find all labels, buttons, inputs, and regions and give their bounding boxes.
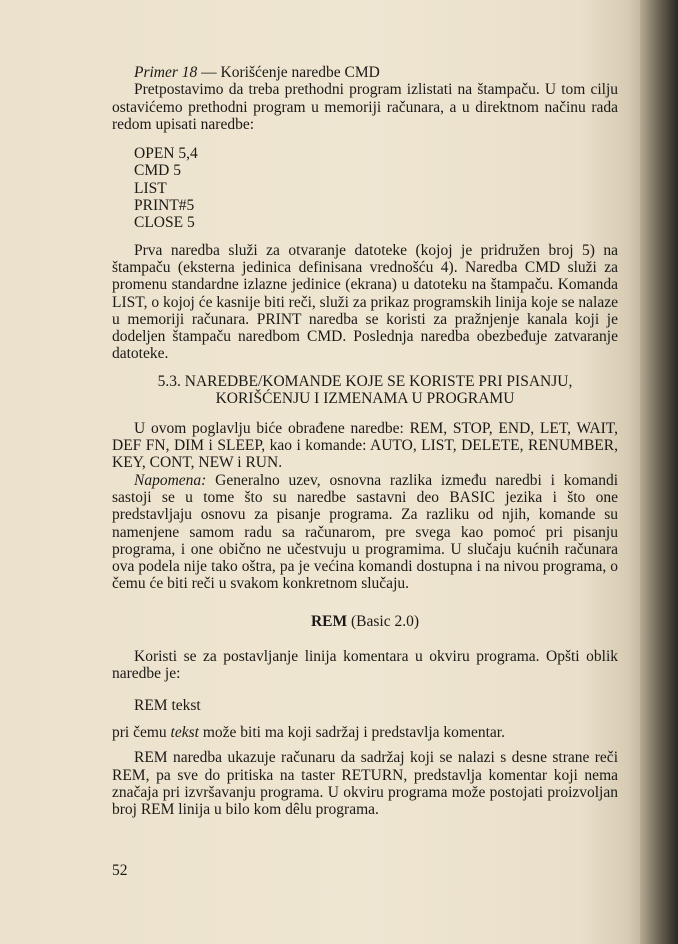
section-intro-paragraph: U ovom poglavlju biće obrađene naredbe: REM, STOP, END, LET, WAIT, DEF FN, DIM i SLEEP, kao i komande: AUTO, LIST, DELETE, RENUMBER, KEY, CONT, NEW i RUN. [112, 419, 618, 472]
code-line: CMD 5 [134, 162, 181, 180]
example-label: Primer 18 [134, 64, 198, 81]
rem-heading-name: REM [310, 612, 348, 630]
note-text: Generalno uzev, osnovna razlika između naredbi i komandi sastoji se u tome što su naredbe sastavni deo BASIC jezika i što one predstavljaju osnovu za pisanje programa. Za razliku od njih, komande su namenjene samom radu sa računarom, pre svega kao pomoć pri pisanju programa, i one obično ne učestvuju u programima. U slučaju kućnih računara ova podela nije tako oštra, pa je većina komandi dostupna i na nivou programa, o čemu će biti reči u svakom konkretnom slučaju. [112, 471, 618, 593]
rem-where-post: može biti ma koji sadržaj i predstavlja komentar. [198, 723, 505, 741]
section-heading-line2: KORIŠĆENJU I IZMENAMA U PROGRAMU [215, 390, 515, 408]
example-heading [112, 64, 618, 81]
rem-body-paragraph: REM naredba ukazuje računaru da sadržaj koji se nalazi s desne strane reči REM, pa sve do pritiska na taster RETURN, predstavlja komentar koji nema značaja pri izvršavanju programa. U okviru programa može postojati proizvoljan broj REM linija u bilo kom dêlu programa. [112, 749, 618, 819]
rem-where-pre: pri čemu [112, 723, 171, 741]
page-number: 52 [112, 862, 128, 879]
section-heading [112, 373, 618, 408]
book-gutter [640, 0, 678, 944]
rem-intro-paragraph: Koristi se za postavljanje linija komentara u okviru programa. Opšti oblik naredbe je: [112, 648, 618, 683]
rem-where-term: tekst [170, 723, 199, 741]
rem-heading-version: (Basic 2.0) [347, 612, 420, 630]
section-heading-line1: 5.3. NAREDBE/KOMANDE KOJE SE KORISTE PRI PISANJU, [157, 372, 573, 390]
page-content [112, 64, 618, 818]
explanation-paragraph: Prva naredba služi za otvaranje datoteke (kojoj je pridružen broj 5) na štampaču (eksterna jedinica definisana vrednošću 4). Naredba CMD služi za promenu standardne izlazne jedinice (ekrana) u datoteku na štampaču. Komanda LIST, o kojoj će kasnije biti reči, služi za prikaz programskih linija koje se nalaze u memoriji računara. PRINT naredba se koristi za pražnjenje kanala koji je dodeljen štampaču naredbom CMD. Poslednja naredba obezbeđuje zatvaranje datoteke. [112, 241, 618, 363]
code-block [134, 145, 618, 231]
note-label: Napomena: [134, 471, 207, 489]
code-line: PRINT#5 [134, 197, 195, 215]
code-line: OPEN 5,4 [134, 145, 198, 163]
rem-where-paragraph [112, 724, 618, 741]
rem-heading [112, 613, 618, 630]
code-line: CLOSE 5 [134, 214, 195, 232]
example-title: — Korišćenje naredbe CMD [197, 64, 380, 81]
intro-paragraph: Pretpostavimo da treba prethodni program izlistati na štampaču. U tom cilju ostavićemo prethodni program u memoriji računara, a u direktnom načinu rada redom upisati naredbe: [112, 81, 618, 133]
note-paragraph [112, 472, 618, 593]
code-line: LIST [134, 179, 167, 197]
rem-syntax: REM tekst [134, 696, 201, 714]
